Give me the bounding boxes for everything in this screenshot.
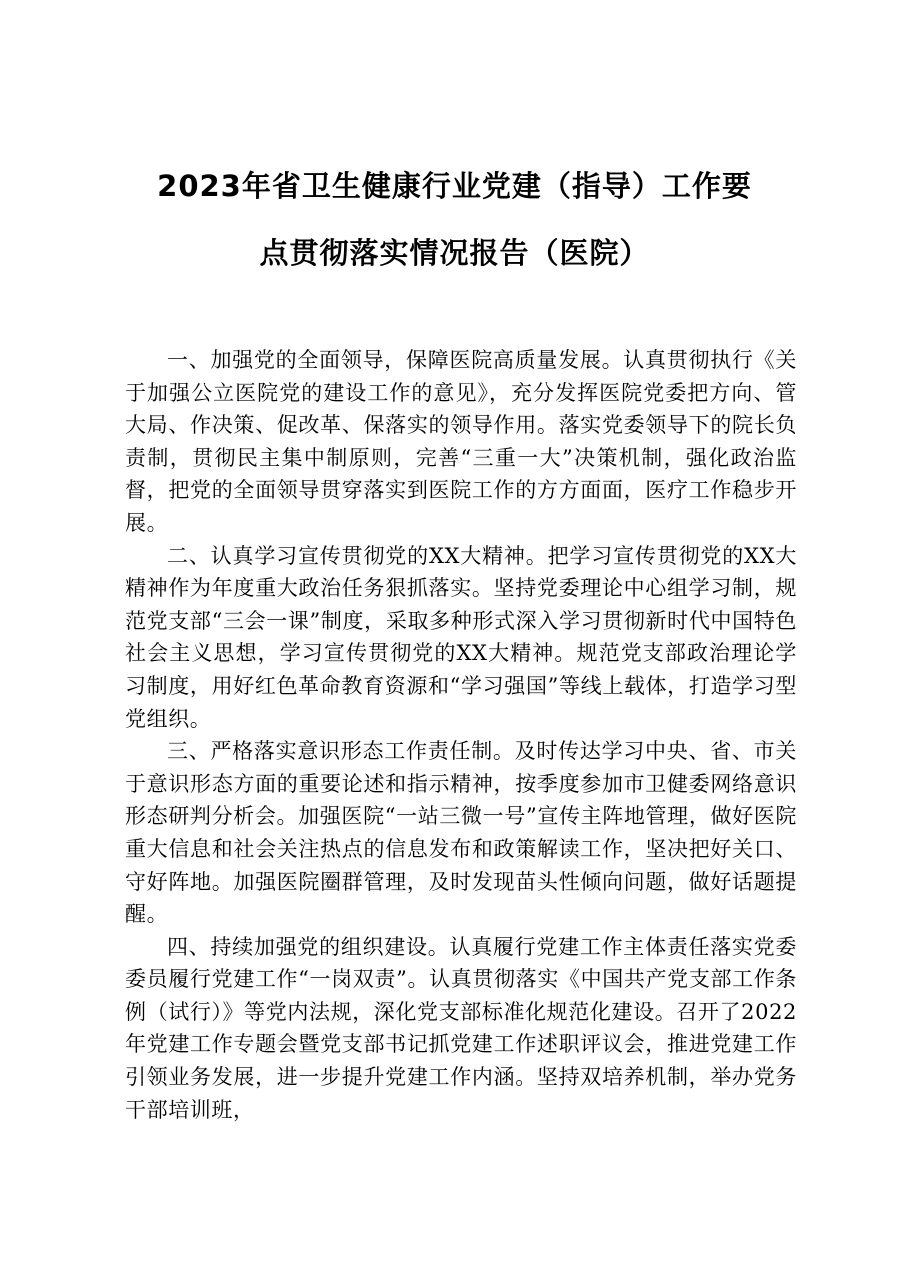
- document-title-line-2: 点贯彻落实情况报告（医院）: [259, 236, 650, 270]
- document-title-line-1: 2023年省卫生健康行业党建（指导）工作要: [157, 169, 752, 203]
- paragraph-4: 四、持续加强党的组织建设。认真履行党建工作主体责任落实党委委员履行党建工作“一岗双责”。认真贯彻落实《中国共产党支部工作条例（试行）》等党内法规，深化党支部标准化规范化建设。召开了2022年党建工作专题会暨党支部书记抓党建工作述职评议会，推进党建工作引领业务发展，进一步提升党建工作内涵。坚持双培养机制，举办党务干部培训班，: [125, 934, 797, 1122]
- paragraph-1: 一、加强党的全面领导，保障医院高质量发展。认真贯彻执行《关于加强公立医院党的建设工作的意见》，充分发挥医院党委把方向、管大局、作决策、促改革、保落实的领导作用。落实党委领导下的院长负责制，贯彻民主集中制原则，完善“三重一大”决策机制，强化政治监督，把党的全面领导贯穿落实到医院工作的方方面面，医疗工作稳步开展。: [125, 348, 797, 535]
- document-body: [125, 344, 797, 1126]
- paragraph-2: 二、认真学习宣传贯彻党的XX大精神。把学习宣传贯彻党的XX大精神作为年度重大政治任务狠抓落实。坚持党委理论中心组学习制，规范党支部“三会一课”制度，采取多种形式深入学习贯彻新时代中国特色社会主义思想，学习宣传贯彻党的XX大精神。规范党支部政治理论学习制度，用好红色革命教育资源和“学习强国”等线上载体，打造学习型党组织。: [125, 543, 797, 731]
- paragraph-3: 三、严格落实意识形态工作责任制。及时传达学习中央、省、市关于意识形态方面的重要论述和指示精神，按季度参加市卫健委网络意识形态研判分析会。加强医院“一站三微一号”宣传主阵地管理，做好医院重大信息和社会关注热点的信息发布和政策解读工作，坚决把好关口、守好阵地。加强医院圈群管理，及时发现苗头性倾向问题，做好话题提醒。: [125, 739, 797, 927]
